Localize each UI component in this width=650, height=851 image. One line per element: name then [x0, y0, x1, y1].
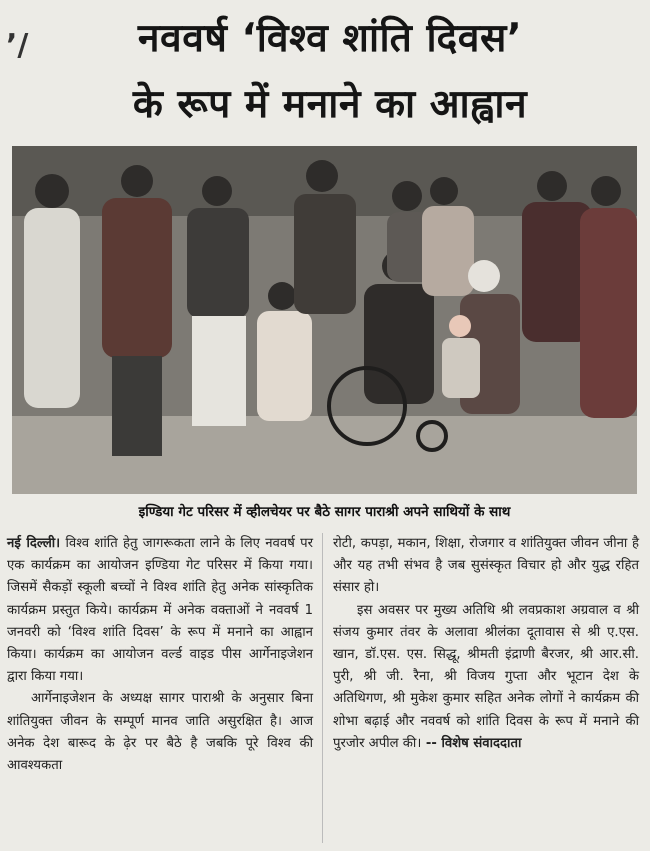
paragraph-4 [333, 600, 639, 755]
photo-caption: इण्डिया गेट परिसर में व्हीलचेयर पर बैठे सागर पाराश्री अपने साथियों के साथ [138, 504, 511, 520]
article-column-right [333, 533, 639, 755]
headline-line-1: नववर्ष ‘विश्व शांति दिवस’ [137, 16, 523, 61]
dateline: नई दिल्ली। [7, 536, 61, 551]
column-divider [322, 533, 323, 843]
scan-mark-icon: ʼ/ [6, 28, 29, 63]
paragraph-2: आर्गेनाइजेशन के अध्यक्ष सागर पाराश्री के अनुसार बिना शांतियुक्त जीवन के सम्पूर्ण मानव जाति असुरक्षित है। आज अनेक देश बारूद के ढ़ेर पर बैठे है जबकि पूरे विश्व की आवश्यकता [7, 691, 313, 774]
group-photo-illustration [12, 146, 637, 494]
article-column-left [7, 533, 313, 777]
headline [20, 6, 640, 138]
paragraph-1 [7, 533, 313, 688]
paragraph-1-text: विश्व शांति हेतु जागरूकता लाने के लिए नववर्ष पर एक कार्यक्रम का आयोजन इण्डिया गेट परिसर में किया गया। जिसमें सैकड़ों स्कूली बच्चों ने विश्व शांति हेतु अनेक सांस्कृतिक कार्यक्रम प्रस्तुत किये। कार्यक्रम में अनेक वक्ताओं ने नववर्ष 1 जनवरी को ‘विश्व शांति दिवस’ के रूप में मनाने का आह्वान किया। कार्यक्रम का आयोजन वर्ल्ड वाइड पीस आर्गेनाइजेशन द्वारा किया गया। [7, 536, 313, 685]
paragraph-4-text: इस अवसर पर मुख्य अतिथि श्री लवप्रकाश अग्रवाल व श्री संजय कुमार तंवर के अलावा श्रीलंका दूतावास से श्री ए.एस. खान, डॉ.एस. एस. सिद्धू, श्रीमती इंद्राणी बैरजर, श्री आर.सी. पुरी, श्री जी. रैना, श्री विजय गुप्ता और भूटान देश के अतिथिगण, श्री मुकेश कुमार सहित अनेक लोगों ने कार्यक्रम की शोभा बढ़ाई और नववर्ष को शांति दिवस के रूप में मनाने की पुरजोर अपील की। [333, 602, 639, 751]
byline: -- विशेष संवाददाता [421, 735, 522, 751]
paragraph-3: रोटी, कपड़ा, मकान, शिक्षा, रोजगार व शांतियुक्त जीवन जीना है और यह तभी संभव है जब सुसंस्कृत विचार हो और युद्ध रहित संसार हो। [333, 536, 639, 596]
headline-line-2: के रूप में मनाने का आह्वान [132, 82, 528, 127]
news-photo [12, 146, 637, 494]
